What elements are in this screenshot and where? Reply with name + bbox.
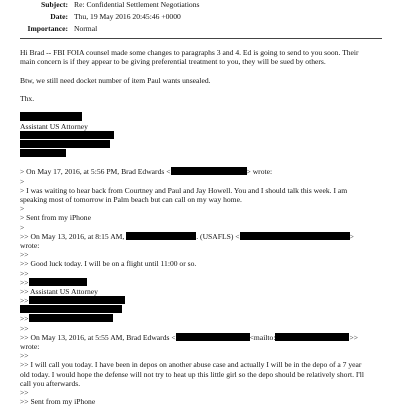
quoted-text: > wrote: bbox=[246, 167, 273, 177]
quoted-line: speaking most of tomorrow in Palm beach but can call on my way home. bbox=[20, 195, 242, 204]
quoted-text: >> bbox=[20, 296, 29, 306]
quoted-line bbox=[20, 278, 382, 287]
redaction-block bbox=[20, 112, 82, 120]
quoted-line: wrote: bbox=[20, 240, 40, 250]
quoted-line: old today. I would hope the defense will not try to heat up this little girl so the depo should be relatively short. I'll bbox=[20, 369, 365, 379]
redaction-line bbox=[20, 112, 382, 121]
date-value: Thu, 19 May 2016 20:45:46 +0000 bbox=[74, 12, 181, 21]
quoted-line: call you afterwards. bbox=[20, 378, 81, 388]
quoted-line: > I was waiting to hear back from Courtney and Paul and Jay Howell. You and I should talk this week. I am bbox=[20, 185, 348, 195]
subject-label: Subject: bbox=[41, 0, 68, 9]
redaction-block bbox=[20, 305, 122, 313]
body-line: Btw, we still need docket number of item Paul wants unsealed. bbox=[20, 75, 211, 85]
quoted-text: >> bbox=[349, 332, 359, 342]
importance-value: Normal bbox=[74, 24, 98, 33]
signature-title: Assistant US Attorney bbox=[20, 121, 88, 131]
redaction-block bbox=[275, 333, 349, 341]
quoted-line: >> Sent from my iPhone bbox=[20, 397, 96, 406]
quoted-text: <mailto: bbox=[249, 332, 276, 342]
redaction-line bbox=[20, 149, 382, 158]
redaction-block bbox=[29, 314, 113, 322]
redaction-block bbox=[20, 131, 114, 139]
quoted-text: > On May 17, 2016, at 5:56 PM, Brad Edwards < bbox=[20, 167, 171, 177]
quoted-line: > bbox=[20, 176, 25, 186]
quoted-line: >> bbox=[20, 351, 29, 361]
redaction-line bbox=[20, 140, 382, 149]
quoted-text: >> bbox=[20, 277, 29, 287]
quoted-text: > bbox=[349, 231, 354, 241]
blank-line bbox=[20, 158, 382, 167]
quoted-line bbox=[20, 167, 382, 176]
redaction-block bbox=[240, 232, 350, 240]
quoted-text: . (USAFLS) < bbox=[196, 231, 240, 241]
redaction-block bbox=[20, 149, 66, 157]
email-body bbox=[20, 48, 382, 406]
quoted-line bbox=[20, 314, 382, 323]
quoted-line bbox=[20, 232, 382, 241]
quoted-line: > bbox=[20, 222, 25, 232]
quoted-line: >> bbox=[20, 250, 29, 260]
redaction-block bbox=[29, 278, 87, 286]
redaction-block bbox=[176, 333, 250, 341]
quoted-text: >> bbox=[20, 314, 29, 324]
quoted-text: >> On May 13, 2016, at 5:55 AM, Brad Edwards < bbox=[20, 332, 176, 342]
redaction-block bbox=[126, 232, 196, 240]
body-line: Thx. bbox=[20, 93, 35, 103]
redaction-block bbox=[29, 296, 125, 304]
quoted-line: >> I will call you today. I have been in depos on another abuse case and actually I will be in the depo of a 7 year bbox=[20, 360, 362, 370]
quoted-line: >> bbox=[20, 268, 29, 278]
quoted-line bbox=[20, 296, 382, 305]
quoted-line: >> Assistant US Attorney bbox=[20, 286, 98, 296]
blank-line bbox=[20, 85, 382, 94]
blank-line bbox=[20, 66, 382, 75]
header-divider bbox=[20, 38, 382, 39]
importance-label: Importance: bbox=[27, 24, 68, 33]
quoted-line: > bbox=[20, 204, 25, 214]
quoted-line: >> bbox=[20, 323, 29, 333]
quoted-line bbox=[20, 333, 382, 342]
redaction-block bbox=[171, 167, 247, 175]
redaction-line bbox=[20, 305, 382, 314]
quoted-text: >> On May 13, 2016, at 8:15 AM, bbox=[20, 231, 125, 241]
date-label: Date: bbox=[50, 12, 68, 21]
body-line: main concern is if they appear to be giving preferential treatment to you, they will be sued by others. bbox=[20, 57, 326, 67]
body-line: Hi Brad -- FBI FOIA counsel made some changes to paragraphs 3 and 4. Ed is going to send to you soon. Their bbox=[20, 48, 359, 57]
blank-line bbox=[20, 103, 382, 112]
redaction-line bbox=[20, 131, 382, 140]
quoted-line: wrote: bbox=[20, 342, 40, 351]
quoted-line: >> Good luck today. I will be on a flight until 11:00 or so. bbox=[20, 259, 197, 269]
subject-value: Re: Confidential Settlement Negotiations bbox=[74, 0, 200, 9]
quoted-line: >> bbox=[20, 387, 29, 397]
quoted-line: > Sent from my iPhone bbox=[20, 213, 91, 223]
redaction-block bbox=[20, 140, 110, 148]
